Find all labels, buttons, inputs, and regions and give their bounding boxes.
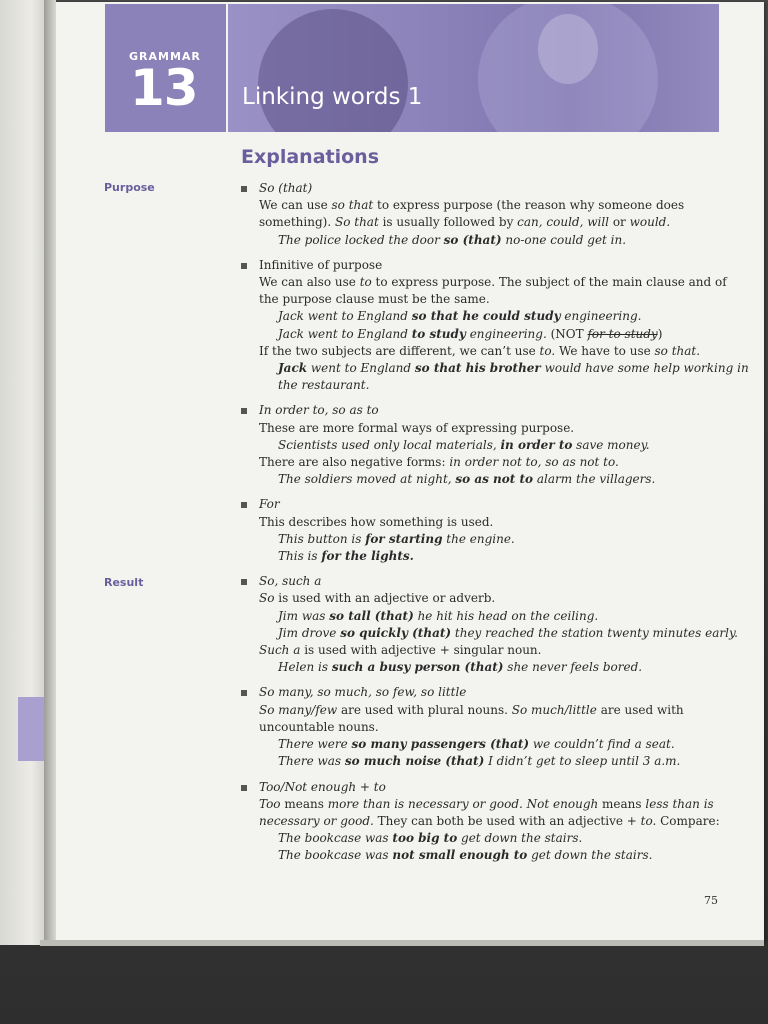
explanation-line: necessary or good. They can both be used with an adjective + to. Compare: — [259, 813, 720, 828]
item-heading: So, such a — [259, 574, 322, 589]
explanation-line: So is used with an adjective or adverb. — [259, 591, 496, 606]
example-sentence: There were so many passengers (that) we couldn’t find a seat. — [278, 737, 675, 752]
example-sentence: The police locked the door so (that) no-one could get in. — [278, 232, 627, 247]
example-sentence: This button is for starting the engine. — [278, 531, 515, 546]
square-bullet-icon — [241, 186, 247, 192]
example-sentence: Jim drove so quickly (that) they reached the station twenty minutes early. — [278, 625, 738, 640]
square-bullet-icon — [241, 502, 247, 508]
example-sentence: There was so much noise (that) I didn’t get to sleep until 3 a.m. — [278, 754, 681, 769]
explanation-line: We can also use to to express purpose. The subject of the main clause and of — [259, 275, 727, 290]
explanation-item — [241, 684, 721, 770]
explanation-line: the purpose clause must be the same. — [259, 292, 490, 307]
item-heading: Infinitive of purpose — [259, 257, 383, 272]
photo-figure-left — [258, 9, 408, 132]
explanation-line: uncountable nouns. — [259, 719, 379, 734]
item-heading: So many, so much, so few, so little — [259, 685, 467, 700]
unit-photo-banner — [228, 4, 719, 132]
example-sentence: Scientists used only local materials, in order to save money. — [278, 437, 650, 452]
square-bullet-icon — [241, 785, 247, 791]
page-bottom-edge — [40, 940, 764, 946]
explanation-line: If the two subjects are different, we can’t use to. We have to use so that. — [259, 343, 701, 358]
explanation-line: We can use so that to express purpose (the reason why someone does — [259, 198, 685, 213]
example-sentence: Jack went to England to study engineering. (NOT for to study) — [278, 326, 663, 341]
explanation-item — [241, 180, 721, 249]
explanation-item — [241, 573, 738, 676]
square-bullet-icon — [241, 263, 247, 269]
explanation-line: Such a is used with adjective + singular noun. — [259, 643, 542, 658]
example-sentence: Jack went to England so that he could study engineering. — [278, 309, 642, 324]
unit-number: 13 — [130, 59, 198, 117]
example-sentence: the restaurant. — [278, 378, 370, 393]
photo-figure-face — [538, 14, 598, 84]
example-sentence: This is for the lights. — [278, 549, 414, 564]
section-heading: Explanations — [241, 146, 380, 168]
example-sentence: The bookcase was not small enough to get down the stairs. — [278, 848, 653, 863]
example-sentence: The soldiers moved at night, so as not to alarm the villagers. — [278, 472, 656, 487]
explanation-line: So many/few are used with plural nouns. So much/little are used with — [259, 702, 684, 717]
grammar-label: GRAMMAR — [129, 50, 201, 63]
example-sentence: Jim was so tall (that) he hit his head on the ceiling. — [278, 608, 599, 623]
item-heading: So (that) — [259, 181, 313, 195]
book-gutter — [44, 0, 56, 945]
square-bullet-icon — [241, 408, 247, 414]
item-heading: Too/Not enough + to — [259, 779, 386, 794]
explanation-line: This describes how something is used. — [259, 514, 494, 529]
example-sentence: The bookcase was too big to get down the stairs. — [278, 831, 583, 846]
explanations-content — [241, 180, 749, 873]
example-sentence: Helen is such a busy person (that) she never feels bored. — [278, 660, 643, 675]
unit-title: Linking words 1 — [242, 84, 423, 110]
explanation-line: Too means more than is necessary or good. Not enough means less than is — [259, 796, 714, 811]
explanation-item — [241, 402, 721, 488]
square-bullet-icon — [241, 579, 247, 585]
side-label-purpose: Purpose — [104, 181, 155, 194]
explanation-item — [241, 257, 749, 395]
item-heading: In order to, so as to — [259, 403, 379, 418]
square-bullet-icon — [241, 690, 247, 696]
item-heading: For — [259, 497, 280, 512]
explanation-line: These are more formal ways of expressing purpose. — [259, 420, 575, 435]
page-number: 75 — [704, 894, 718, 907]
explanation-line: something). So that is usually followed by can, could, will or would. — [259, 215, 671, 230]
example-sentence: Jack went to England so that his brother would have some help working in — [278, 361, 749, 376]
explanation-item — [241, 496, 721, 565]
explanation-item — [241, 779, 721, 865]
explanation-line: There are also negative forms: in order not to, so as not to. — [259, 455, 619, 470]
side-label-result: Result — [104, 576, 144, 589]
